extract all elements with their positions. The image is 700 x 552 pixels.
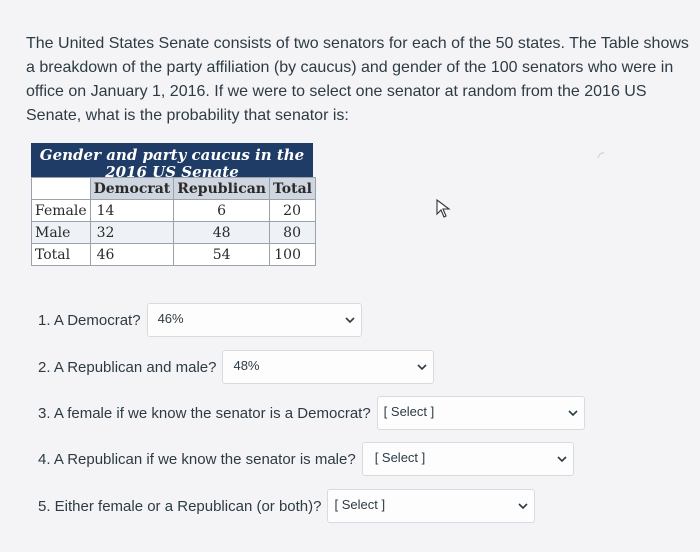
table-title: Gender and party caucus in the 2016 US Senate (31, 143, 313, 177)
row-label: Male (32, 222, 91, 244)
chevron-down-icon (345, 315, 355, 325)
table-row (32, 200, 316, 222)
question-intro: The United States Senate consists of two senators for each of the 50 states. The Table shows a breakdown of the party affiliation (by caucus) and gender of the 100 senators who were in office on January 1, 2016. If we were to select one senator at random from the 2016 US Senate, what is the probability that senator is: (26, 35, 689, 124)
mouse-pointer-icon (436, 199, 452, 219)
question-2 (38, 350, 434, 384)
cell-total: 100 (269, 244, 315, 266)
answer-1-select[interactable] (147, 303, 362, 337)
chevron-down-icon (518, 501, 528, 511)
header-total: Total (269, 178, 315, 200)
cell-total: 20 (269, 200, 315, 222)
table-row (32, 244, 316, 266)
cell-democrat: 14 (90, 200, 174, 222)
question-1 (38, 303, 362, 337)
chevron-down-icon (568, 408, 578, 418)
answer-3-value: [ Select ] (383, 404, 435, 419)
question-5-label: 5. Either female or a Republican (or both)? (38, 497, 322, 515)
question-3-label: 3. A female if we know the senator is a Democrat? (38, 404, 371, 422)
cell-republican: 6 (174, 200, 270, 222)
table-row (32, 222, 316, 244)
data-table (31, 177, 316, 266)
header-republican: Republican (174, 178, 270, 200)
senate-table (31, 143, 313, 266)
question-2-label: 2. A Republican and male? (38, 358, 217, 376)
row-label: Female (32, 200, 91, 222)
answer-3-select[interactable] (377, 396, 585, 430)
answer-4-select[interactable] (362, 442, 574, 476)
question-3 (38, 396, 585, 430)
question-4 (38, 442, 574, 476)
question-1-label: 1. A Democrat? (38, 311, 141, 329)
answer-1-value: 46% (157, 311, 184, 326)
cell-democrat: 32 (90, 222, 174, 244)
answer-4-value: [ Select ] (374, 450, 426, 465)
answer-5-select[interactable] (327, 489, 535, 523)
row-label: Total (32, 244, 91, 266)
screen-mark (596, 150, 606, 160)
cell-republican: 48 (174, 222, 270, 244)
header-blank (32, 178, 91, 200)
cell-republican: 54 (174, 244, 270, 266)
answer-5-value: [ Select ] (334, 497, 386, 512)
question-4-label: 4. A Republican if we know the senator is male? (38, 450, 356, 468)
chevron-down-icon (557, 454, 567, 464)
answer-2-value: 48% (233, 358, 260, 373)
question-5 (38, 489, 535, 523)
answer-2-select[interactable] (222, 350, 434, 384)
cell-democrat: 46 (90, 244, 174, 266)
header-democrat: Democrat (90, 178, 174, 200)
chevron-down-icon (417, 362, 427, 372)
cell-total: 80 (269, 222, 315, 244)
